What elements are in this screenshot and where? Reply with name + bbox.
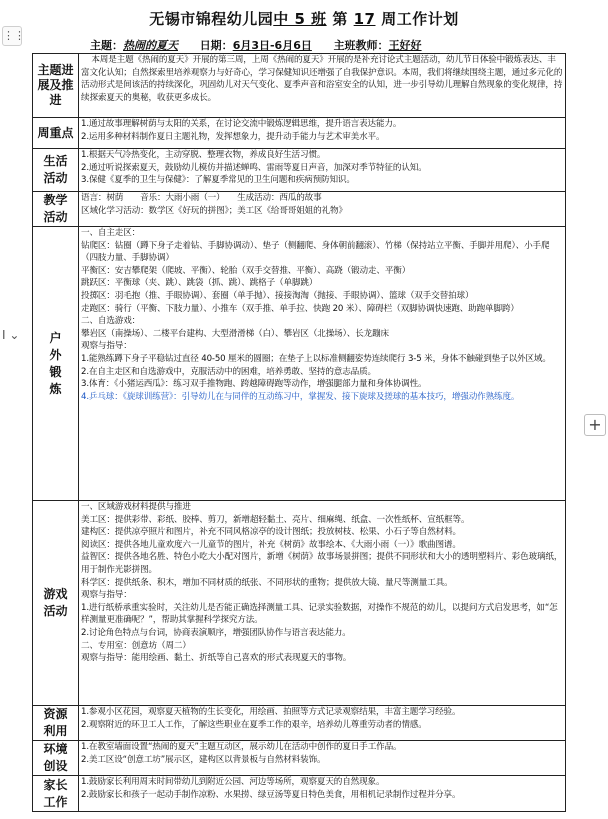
teaching-line: 语言：树荫 音乐：大雨小雨（一） 生成活动：西瓜的故事 [81,193,322,203]
games-line: 美工区：提供彩带、彩纸、胶棒、剪刀，新增超轻黏土、亮片、细麻绳、纸盒、一次性纸杯、宣纸框等。 [81,514,470,525]
title-suffix: 周工作计划 [381,10,459,28]
row-outdoor [33,227,566,501]
content-resources [79,706,566,741]
content-family [79,776,566,812]
page-title [0,8,608,29]
games-line: 1.进行纸桥承重实验时，关注幼儿是否能正确选择测量工具、记录实验数据，对操作不规范的幼儿，以提问方式启发思考，如“怎样测量更准确呢？”，帮助其掌握科学探究方法。 [81,602,558,626]
teacher-value: 王好好 [388,39,422,52]
content-outdoor [79,227,566,501]
games-line: 阅读区：提供各地儿童欢度六一儿童节的图片，补充《树荫》故事绘本、《大雨小雨（一）》歌曲图谱。 [81,539,461,550]
weekly-plan-table [32,53,566,812]
outdoor-line: 走跑区：骑行（平衡、下肢力量）、小推车（双手推、单手拉、快跑 20 米）、障碍栏（双脚协调快速跑、助跑单脚跨） [81,303,519,314]
content-life [79,149,566,192]
games-line: 益智区：提供各地名胜、特色小吃大小配对图片，新增《树荫》故事场景拼图；提供不同形状和大小的透明塑料片、彩色玻璃纸，用于制作光影拼图。 [81,552,563,575]
outdoor-line: 平衡区：安吉攀爬架（爬坡、平衡）、轮胎（双手交替推、平衡）、高跷（锻动走、平衡） [81,265,411,276]
content-environment [79,741,566,776]
content-theme-progress [79,54,566,118]
label-environment: 环境创设 [33,741,79,776]
outdoor-line: 攀岩区（南操场）、二楼平台建构、大型滑滑梯（白）、攀岩区（北操场）、长龙蹦床 [81,328,389,339]
row-resources [33,706,566,741]
life-item: 2.通过听说探索夏天，鼓励幼儿模仿并描述蝉鸣、雷雨等夏日声音，加深对季节特征的认知。 [81,162,427,173]
row-life [33,149,566,192]
outdoor-line: 观察与指导： [81,341,132,352]
content-games [79,501,566,706]
outdoor-line: 1.能熟练蹲下身子平稳钻过直径 40-50 厘米的圆圈；在垫子上以标准侧翻姿势连续爬行 3-5 米，身体不触碰到垫子以外区域。 [81,353,551,364]
games-line: 科学区：提供纸条、积木，增加不同材质的纸张、不同形状的重物；提供放大镜、量尺等测量工具。 [81,577,453,588]
games-line: 一、区域游戏材料提供与推进 [81,502,191,512]
environment-item: 2.美工区设“创意工坊”展示区，建构区以背景板与自然材料装饰。 [81,754,326,765]
games-line: 二、专用室：创意坊（周二） [81,640,191,651]
teacher-label: 主班教师： [333,39,389,52]
row-family [33,776,566,812]
games-line: 观察与指导： [81,590,132,601]
outdoor-line: 投掷区：羽毛抱（推、手眼协调）、套圈（单手抛）、接接淘淘（抛接、手眼协调）、篮球（双手交替拍球） [81,290,474,301]
theme-value: 热闹的夏天 [123,39,178,52]
add-icon[interactable]: + [584,414,606,436]
row-environment [33,741,566,776]
outdoor-line: 一、自主走区： [81,228,141,238]
theme-label: 主题： [90,39,123,52]
date-value: 6月3日-6月6日 [232,39,312,52]
row-teaching [33,192,566,227]
row-weekly-focus [33,118,566,149]
life-item: 1.根据天气冷热变化，主动穿脱、整理衣物，养成良好生活习惯。 [81,150,326,160]
content-weekly-focus [79,118,566,149]
label-teaching: 教学活动 [33,192,79,227]
label-theme-progress: 主题进展及推进 [33,54,79,118]
outdoor-line: 钻爬区：钻圈（蹲下身子走着钻、手脚协调动）、垫子（侧翻爬、身体朝前翻滚）、竹梯（保持站立平衡、手脚并用爬）、小手爬（四肢力量、手脚协调） [81,240,550,264]
plan-meta [90,37,590,53]
theme-progress-text: 本周是主题《热闹的夏天》开展的第三周，上周《热闹的夏天》开展的是补充讨论式主题活动，幼儿节日体验中锻炼表达、丰富文化认知；自然探索里培养观察力与好奇心，学习保健知识还增强了自我保护意识。本周，我们将继续围绕主题，通过多元化的活动形式是间该活的持续深化，巩固幼儿对天气变化、夏季声音和浴室安全的认知，进一步引导幼儿理解自然现象的变化规律，持续探索夏天的奥秘，收获更多成长。 [81,55,563,103]
row-games [33,501,566,706]
teaching-line: 区域化学习活动：数学区《好玩的拼图》；美工区《给哥哥姐姐的礼物》 [81,205,347,216]
kindergarten-name: 无锡市锦程幼儿园 [149,10,274,28]
text-cursor-dropdown[interactable]: I ⌄ [2,328,20,342]
focus-item: 2.运用多种材料制作夏日主题礼物，发挥想象力，提升动手能力与艺术审美水平。 [81,131,385,142]
outdoor-line: 二、自选游戏： [81,316,141,327]
resources-item: 1.参观小区花园，观察夏天植物的生长变化，用绘画、拍照等方式记录观察结果，丰富主题学习经验。 [81,707,461,717]
family-item: 1.鼓励家长利用周末时间带幼儿到附近公园、河边等场所，观察夏天的自然现象。 [81,777,385,787]
date-label: 日期： [199,39,233,52]
label-outdoor: 户外锻炼 [33,227,79,501]
outdoor-line: 跳跃区：平衡球（夹、跳）、跳袋（抓、跳）、跳格子（单脚跳） [81,278,318,289]
games-line: 观察与指导：能用绘画、黏土、折纸等自己喜欢的形式表现夏天的事物。 [81,653,352,664]
week-label: 第 [332,10,348,28]
games-line: 2.讨论角色特点与台词，协商表演顺序，增强团队协作与语言表达能力。 [81,627,351,638]
label-weekly-focus: 周重点 [33,118,79,149]
life-item: 3.保健《夏季的卫生与保健》：了解夏季常见的卫生问题和疾病预防知识。 [81,175,355,186]
games-line: 建构区：提供凉亭照片和图片，补充不同风格凉亭的设计图纸；投放树枝、松果、小石子等自然材料。 [81,527,461,538]
row-theme-progress [33,54,566,118]
outdoor-line: 2.在自主走区和自选游戏中，克服活动中的困难，培养勇敢、坚持的意志品质。 [81,366,376,377]
label-games: 游戏活动 [33,501,79,706]
label-family: 家长工作 [33,776,79,812]
focus-item: 1.通过故事理解树荫与太阳的关系，在讨论交流中锻炼逻辑思维，提升语言表达能力。 [81,119,402,129]
environment-item: 1.在教室墙面设置“热闹的夏天”主题互动区，展示幼儿在活动中创作的夏日手工作品。 [81,742,402,752]
class-name: 中 5 班 [273,10,327,28]
outdoor-line: 3.体育：《小猪运西瓜》：练习双手推物跑、跨越障碍跑等动作，增强腿部力量和身体协调性。 [81,379,427,390]
content-teaching [79,192,566,227]
family-item: 2.鼓励家长和孩子一起动手制作凉粉、水果捞、绿豆汤等夏日特色美食，用相机记录制作过程并分享。 [81,789,461,800]
outdoor-line-highlight: 4.乒乓球：《旋球训练营》：引导幼儿在与同伴的互动练习中，掌握发、接下旋球及搓球的基本技巧，增强动作熟练度。 [81,391,520,402]
label-life: 生活活动 [33,149,79,192]
resources-item: 2.观察附近的环卫工人工作，了解这些职业在夏季工作的艰辛，培养幼儿尊重劳动者的情感。 [81,719,427,730]
week-number: 17 [353,10,376,28]
drag-handle-icon[interactable]: ⋮⋮ [2,26,22,46]
label-resources: 资源利用 [33,706,79,741]
